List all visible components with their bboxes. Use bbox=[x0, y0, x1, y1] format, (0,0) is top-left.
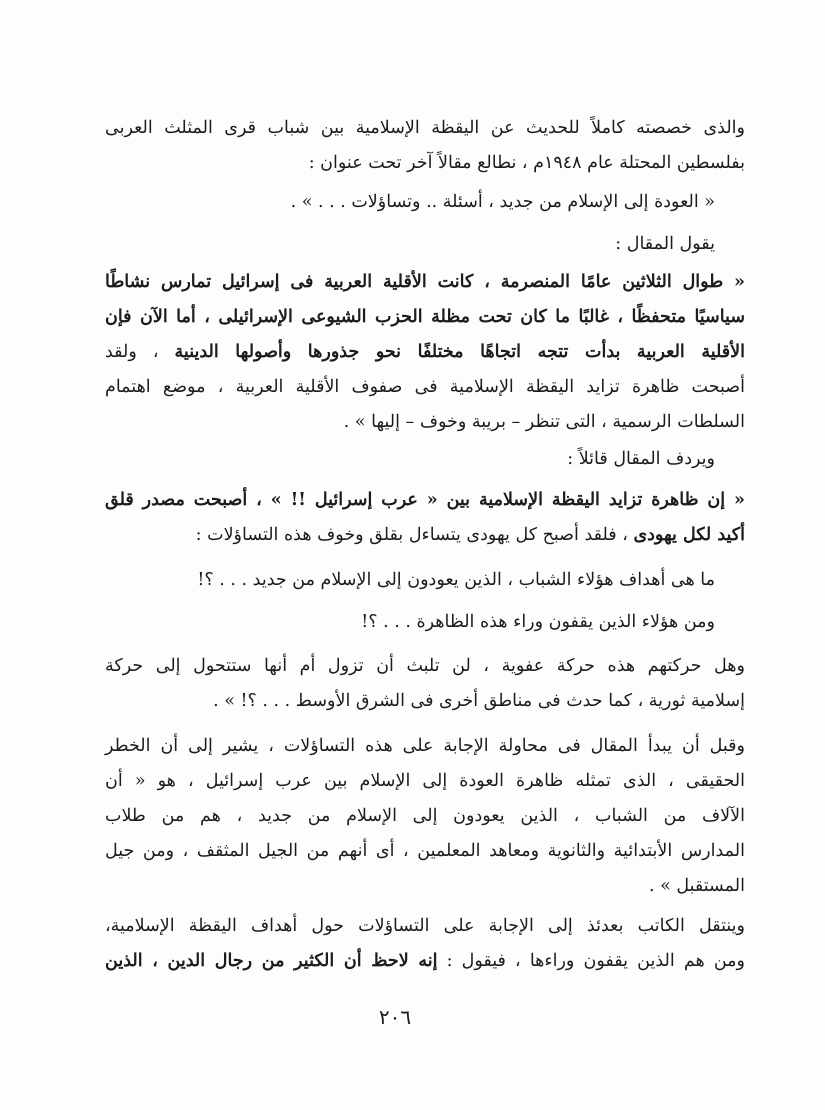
bold-segment: أكيد لكل يهودى bbox=[633, 525, 745, 545]
text-line: والذى خصصته كاملاً للحديث عن اليقظة الإسلامية بين شباب قرى المثلث العربى bbox=[105, 118, 746, 138]
bold-text-line: « إن ظاهرة تزايد اليقظة الإسلامية بين « عرب إسرائيل !! » ، أصبحت مصدر قلق bbox=[105, 490, 745, 510]
text-line: أصبحت ظاهرة تزايد اليقظة الإسلامية فى صفوف الأقلية العربية ، موضع اهتمام bbox=[105, 377, 745, 397]
mixed-text-line bbox=[105, 337, 745, 367]
text-line: الحقيقى ، الذى تمثله ظاهرة العودة إلى الإسلام بين عرب إسرائيل ، هو « أن bbox=[105, 771, 745, 791]
text-line: المدارس الأبتدائية والثانوية ومعاهد المعلمين ، أى أنهم من الجيل المثقف ، ومن جيل bbox=[105, 841, 745, 861]
question-line: ومن هؤلاء الذين يقفون وراء هذه الظاهرة . . . ؟! bbox=[361, 612, 715, 632]
text-line: ويردف المقال قائلاً : bbox=[567, 449, 715, 469]
bold-text-line: سياسيًا متحفظًا ، غالبًا ما كان تحت مظلة الحزب الشيوعى الإسرائيلى ، أما الآن فإن bbox=[105, 307, 745, 327]
bold-segment: إنه لاحظ أن الكثير من رجال الدين ، الذين bbox=[105, 951, 438, 971]
regular-segment: ، ولقد bbox=[105, 342, 175, 362]
text-line: إسلامية ثورية ، كما حدث فى مناطق أخرى فى الشرق الأوسط . . . ؟! » . bbox=[213, 691, 745, 711]
text-line: المستقبل » . bbox=[649, 876, 745, 896]
bold-text-line: « طوال الثلاثين عامًا المنصرمة ، كانت الأقلية العربية فى إسرائيل تمارس نشاطًا bbox=[105, 272, 745, 292]
text-line: وينتقل الكاتب بعدئذ إلى الإجابة على التساؤلات حول أهداف اليقظة الإسلامية، bbox=[105, 916, 745, 936]
text-line: وهل حركتهم هذه حركة عفوية ، لن تلبث أن تزول أم أنها ستتحول إلى حركة bbox=[105, 656, 745, 676]
mixed-text-line bbox=[105, 946, 745, 976]
question-line: ما هى أهداف هؤلاء الشباب ، الذين يعودون إلى الإسلام من جديد . . . ؟! bbox=[197, 570, 715, 590]
mixed-text-line bbox=[105, 520, 745, 550]
text-line: وقبل أن يبدأ المقال فى محاولة الإجابة على هذه التساؤلات ، يشير إلى أن الخطر bbox=[105, 736, 745, 756]
regular-segment: ، فلقد أصبح كل يهودى يتساءل بقلق وخوف هذه التساؤلات : bbox=[195, 525, 634, 545]
quoted-title-line: « العودة إلى الإسلام من جديد ، أسئلة .. وتساؤلات . . . » . bbox=[290, 192, 715, 212]
regular-segment: ومن هم الذين يقفون وراءها ، فيقول : bbox=[437, 951, 745, 971]
text-line: الآلاف من الشباب ، الذين يعودون إلى الإسلام من جديد ، هم من طلاب bbox=[105, 806, 745, 826]
bold-segment: الأقلية العربية بدأت تتجه اتجاهًا مختلفًا نحو جذورها وأصولها الدينية bbox=[174, 342, 745, 362]
text-line: السلطات الرسمية ، التى تنظر – بريبة وخوف – إليها » . bbox=[343, 412, 745, 432]
text-line: بفلسطين المحتلة عام ١٩٤٨م ، نطالع مقالاً آخر تحت عنوان : bbox=[308, 153, 745, 173]
text-line: يقول المقال : bbox=[615, 234, 715, 254]
page-number: ٢٠٦ bbox=[378, 1005, 412, 1029]
